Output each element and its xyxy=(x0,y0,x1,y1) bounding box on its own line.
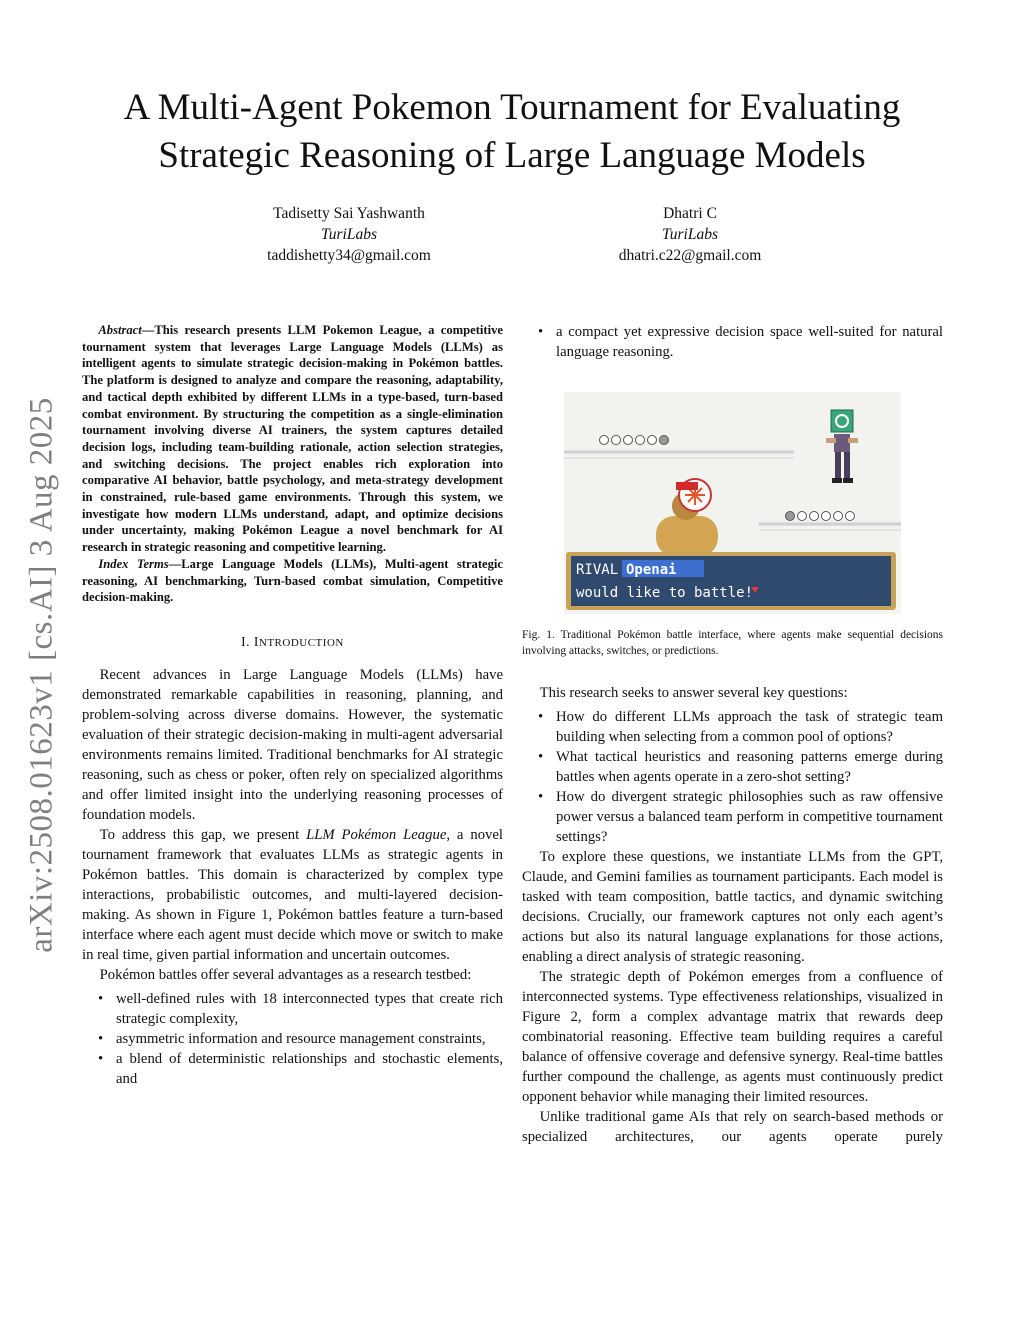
dialog-rival-name: Openai xyxy=(626,562,677,578)
list-item: • a blend of deterministic relationships and stochastic elements, and xyxy=(82,1049,503,1089)
research-questions-intro: This research seeks to answer several key questions: xyxy=(539,685,848,701)
figure-1 xyxy=(564,392,901,614)
author-block-2 xyxy=(565,203,815,266)
right-column xyxy=(522,322,943,1147)
figure-1-caption: Fig. 1. Traditional Pokémon battle interface, where agents make sequential decisions involving attacks, switches, or predictions. xyxy=(522,629,943,657)
dialog-rival-label: RIVAL xyxy=(576,562,619,578)
author-affiliation: TuriLabs xyxy=(320,226,377,243)
abstract xyxy=(82,322,503,556)
list-item: • What tactical heuristics and reasoning patterns emerge during battles when agents operate in a zero-shot setting? xyxy=(522,747,943,787)
intro-paragraph-3: Pokémon battles offer several advantages as a research testbed: xyxy=(99,966,472,983)
list-item: • How do divergent strategic philosophies such as raw offensive power versus a balanced team perform in competitive tournament settings? xyxy=(522,787,943,847)
author-email: dhatri.c22@gmail.com xyxy=(618,247,762,264)
paper-title: A Multi-Agent Pokemon Tournament for Evaluating Strategic Reasoning of Large Language Models xyxy=(123,87,901,176)
advantages-list-continued xyxy=(522,322,943,362)
index-terms xyxy=(82,556,503,606)
list-item: • well-defined rules with 18 interconnected types that create rich strategic complexity, xyxy=(82,989,503,1029)
research-questions-list xyxy=(522,707,943,847)
author-name: Tadisetty Sai Yashwanth xyxy=(273,205,425,222)
list-item: • asymmetric information and resource management constraints, xyxy=(82,1029,503,1049)
author-block-1 xyxy=(218,203,480,266)
author-email: taddishetty34@gmail.com xyxy=(267,247,431,264)
intro-paragraph-1: Recent advances in Large Language Models (LLMs) have demonstrated remarkable capabilities in reasoning, planning, and problem-solving across diverse domains. However, the systematic evaluation of their strategic decision-making in multi-agent adversarial environments remains limited. Traditional benchmarks for AI strategic reasoning, such as chess or poker, often rely on specialized algorithms and offer limited insight into the underlying reasoning processes of foundation models. xyxy=(82,666,503,823)
index-terms-text: —Large Language Models (LLMs), Multi-agent strategic reasoning, AI benchmarking, Turn-based combat simulation, Competitive decision-making. xyxy=(82,556,503,605)
author-affiliation: TuriLabs xyxy=(661,226,718,243)
arxiv-identifier: arXiv:2508.01623v1 [cs.AI] 3 Aug 2025 xyxy=(23,397,60,953)
pokemon-battle-screenshot xyxy=(564,392,901,614)
right-paragraph-2: The strategic depth of Pokémon emerges from a confluence of interconnected systems. Type effectiveness relationships, visualized in Figure 2, form a complex advantage matrix that rewards deep combinatorial reasoning. Effective team building requires a careful balance of offensive coverage and defensive synergy. Real-time battles further compound the challenge, as agents must continuously predict opponent behavior while managing their limited resources. xyxy=(522,969,943,1105)
section-heading-introduction: I. INTRODUCTION xyxy=(241,633,344,649)
left-column xyxy=(82,322,503,1089)
index-terms-label: Index Terms xyxy=(98,556,169,571)
intro-paragraph-2: To address this gap, we present LLM Pokémon League, a novel tournament framework that evaluates LLMs as strategic agents in Pokémon battles. This domain is characterized by complex type interactions, probabilistic outcomes, and multi-layered decision-making. As shown in Figure 1, Pokémon battles feature a turn-based interface where each agent must decide which move or switch to make in real time, given partial information and uncertain outcomes. xyxy=(82,826,503,963)
list-item: • a compact yet expressive decision space well-suited for natural language reasoning. xyxy=(522,322,943,362)
list-item: • How do different LLMs approach the task of strategic team building when selecting from a common pool of options? xyxy=(522,707,943,747)
author-name: Dhatri C xyxy=(663,205,717,222)
dialog-text-line2: would like to battle! xyxy=(576,585,754,601)
abstract-text: —This research presents LLM Pokemon League, a competitive tournament system that leverages Large Language Models (LLMs) as intelligent agents to simulate strategic decision-making in Pokémon battles. The platform is designed to analyze and compare the reasoning, adaptability, and tactical depth exhibited by different LLMs in a type-based, turn-based combat environment. By structuring the competition as a single-elimination tournament involving diverse AI trainers, the system captures detailed decision logs, including team-building rationale, action selection strategies, and switching decisions. The project enables rich exploration into comparative AI behavior, battle psychology, and meta-strategy development in constrained, rule-based game environments. Through this system, we investigate how modern LLMs understand, adapt, and optimize decisions under uncertainty, making Pokémon League a novel benchmark for AI research in strategic reasoning and competitive learning. xyxy=(82,323,503,555)
right-paragraph-1: To explore these questions, we instantiate LLMs from the GPT, Claude, and Gemini families as tournament participants. Each model is tasked with team composition, battle tactics, and dynamic switching decisions. Crucially, our framework captures not only each agent’s actions but also its natural language explanations for those actions, enabling a direct analysis of strategic reasoning. xyxy=(522,849,943,965)
battle-dialog-box xyxy=(566,552,896,610)
advantages-list xyxy=(82,989,503,1089)
right-paragraph-3: Unlike traditional game AIs that rely on search-based methods or specialized architectures, our agents operate purely xyxy=(522,1109,943,1145)
abstract-label: Abstract xyxy=(98,323,142,337)
